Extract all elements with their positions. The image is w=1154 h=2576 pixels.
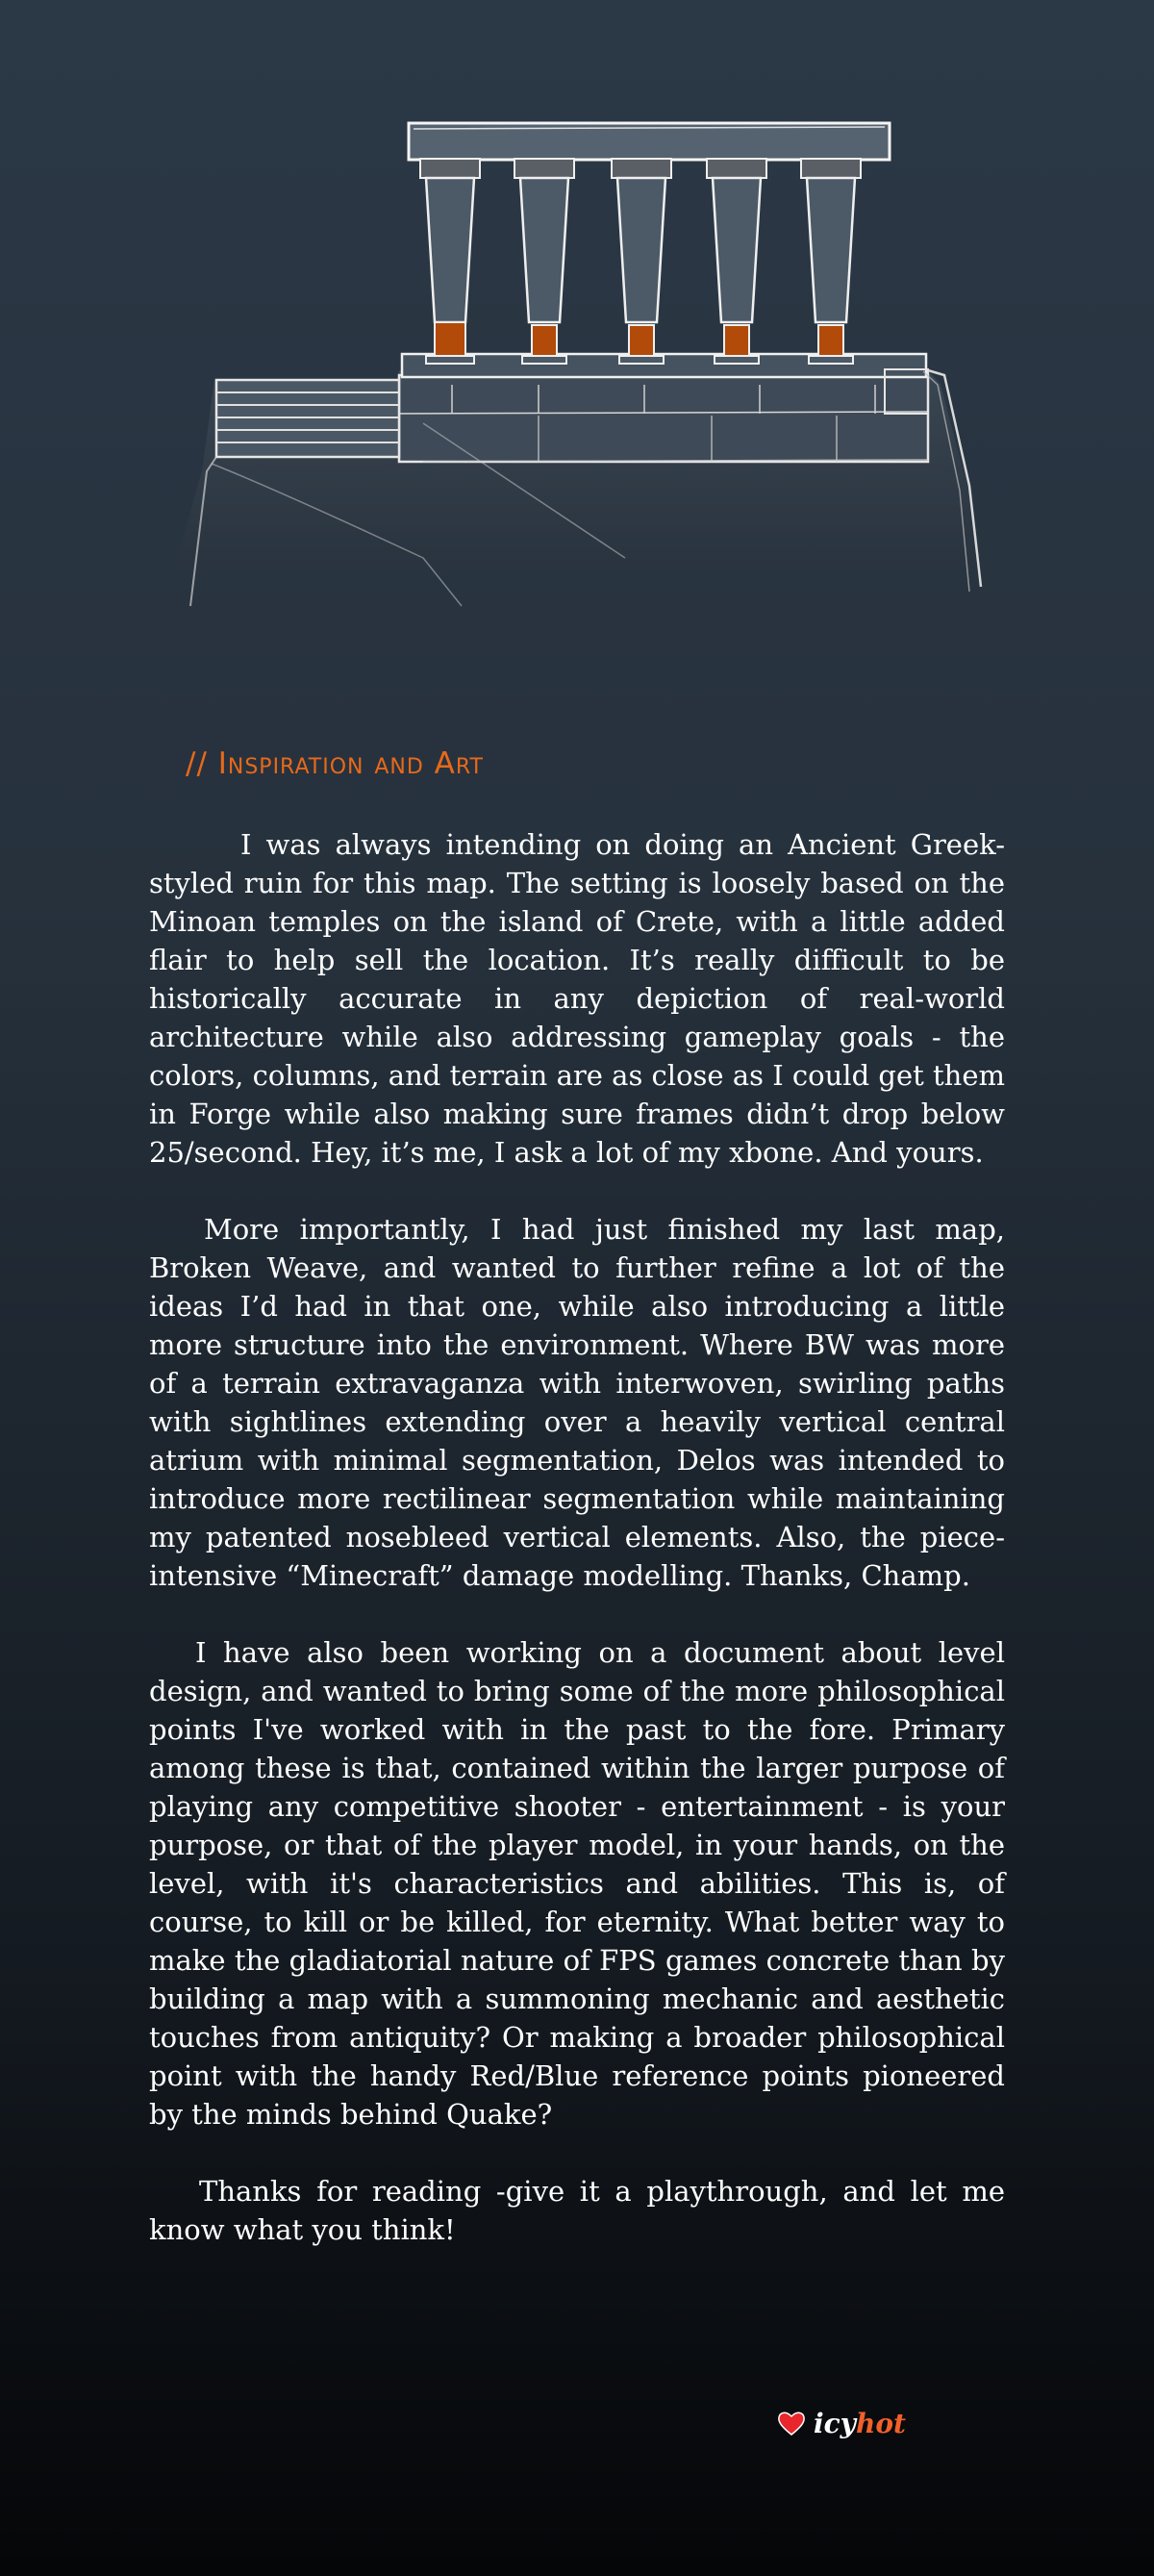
temple-columns — [420, 159, 861, 364]
signature-part-icy: icy — [814, 2407, 856, 2439]
temple-platform — [399, 375, 928, 462]
temple-sketch-svg — [144, 106, 1010, 625]
article-paragraph-4: Thanks for reading -give it a playthrough, and let me know what you think! — [149, 2175, 1005, 2246]
article-paragraph-2: More importantly, I had just finished my last map, Broken Weave, and wanted to further refine a lot of the ideas I’d had in that one, while also introducing a little more structure into the environment. Where BW was more of a terrain extravaganza with interwoven, swirling paths with sightlines extending over a heavily vertical central atrium with minimal segmentation, Delos was intended to introduce more rectilinear segmentation while maintaining my patented nosebleed vertical elements. Also, the piece-intensive “Minecraft” damage modelling. Thanks, Champ. — [149, 1213, 1005, 1592]
author-signature — [777, 2401, 906, 2445]
article-body — [149, 825, 1005, 2287]
article-paragraph-3: I have also been working on a document about level design, and wanted to bring some of the more philosophical points I've worked with in the past to the fore. Primary among these is that, contained within the larger purpose of playing any competitive shooter - entertainment - is your purpose, or that of the player model, in your hands, on the level, with it's characteristics and abilities. This is, of course, to kill or be killed, for eternity. What better way to make the gladiatorial nature of FPS games concrete than by building a map with a summoning mechanic and aesthetic touches from antiquity? Or making a broader philosophical point with the handy Red/Blue reference points pioneered by the minds behind Quake? — [149, 1636, 1005, 2131]
signature-part-hot: hot — [855, 2407, 906, 2439]
article-paragraph-1: I was always intending on doing an Ancient Greek-styled ruin for this map. The setting is loosely based on the Minoan temples on the island of Crete, with a little added flair to help sell the location. It’s really difficult to be historically accurate in any depiction of real-world architecture while also addressing gameplay goals - the colors, columns, and terrain are as close as I could get them in Forge while also making sure frames didn’t drop below 25/second. Hey, it’s me, I ask a lot of my xbone. And yours. — [149, 828, 1005, 1169]
section-title: // Inspiration and Art — [186, 746, 484, 781]
signature-text — [814, 2408, 906, 2439]
temple-illustration — [144, 106, 1010, 625]
heart-icon — [777, 2409, 806, 2437]
